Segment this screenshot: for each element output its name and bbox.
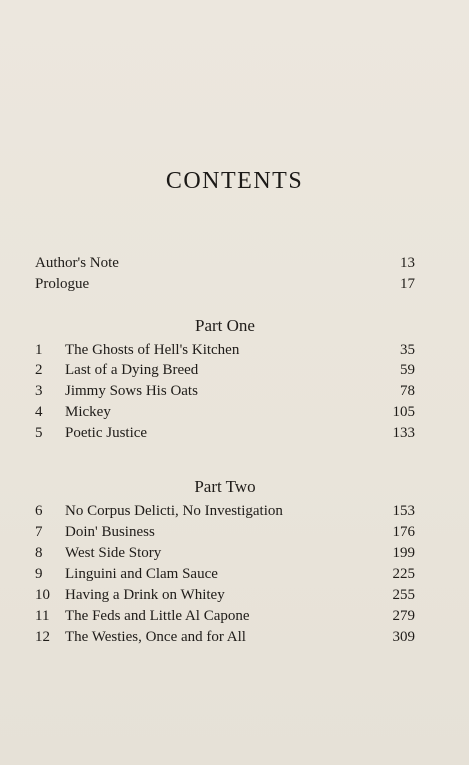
chapter-number: 8 [35, 545, 43, 561]
chapter-number: 9 [35, 566, 43, 582]
chapter-title: No Corpus Delicti, No Investigation [65, 503, 283, 519]
toc-entry [35, 543, 415, 563]
chapter-title: The Westies, Once and for All [65, 629, 246, 645]
chapter-page: 309 [392, 629, 415, 645]
chapter-title: Poetic Justice [65, 425, 148, 441]
part-one-heading: Part One [195, 316, 255, 335]
chapter-page: 133 [392, 425, 415, 441]
chapter-number: 5 [35, 425, 43, 441]
chapter-title: West Side Story [65, 545, 162, 561]
chapter-number: 1 [35, 342, 43, 358]
chapter-title: Having a Drink on Whitey [65, 587, 225, 603]
chapter-number: 4 [35, 404, 43, 420]
chapter-number: 12 [35, 629, 50, 645]
chapter-number: 6 [35, 503, 43, 519]
entry-page: 17 [400, 276, 415, 292]
chapter-page: 35 [400, 342, 415, 358]
chapter-title: Doin' Business [65, 524, 155, 540]
entry-label: Prologue [35, 276, 90, 292]
chapter-page: 176 [392, 524, 415, 540]
toc-entry-authors-note [35, 253, 415, 273]
chapter-page: 279 [392, 608, 415, 624]
chapter-title: The Ghosts of Hell's Kitchen [65, 342, 240, 358]
toc-entry [35, 585, 415, 605]
chapter-page: 225 [392, 566, 415, 582]
toc-entry-prologue [35, 274, 415, 294]
chapter-title: Mickey [65, 404, 111, 420]
toc-entry [35, 606, 415, 626]
toc-entry [35, 423, 415, 443]
chapter-page: 105 [392, 404, 415, 420]
toc-entry [35, 381, 415, 401]
part-two-heading: Part Two [194, 477, 256, 496]
chapter-number: 10 [35, 587, 50, 603]
entry-page: 13 [400, 255, 415, 271]
chapter-title: Jimmy Sows His Oats [65, 383, 198, 399]
chapter-title: Linguini and Clam Sauce [65, 566, 218, 582]
chapter-number: 3 [35, 383, 43, 399]
page-title: CONTENTS [165, 168, 304, 194]
toc-entry [35, 360, 415, 380]
chapter-title: Last of a Dying Breed [65, 362, 199, 378]
chapter-title: The Feds and Little Al Capone [65, 608, 250, 624]
chapter-number: 11 [35, 608, 50, 624]
toc-entry [35, 501, 415, 521]
chapter-page: 153 [392, 503, 415, 519]
chapter-page: 78 [400, 383, 415, 399]
toc-entry [35, 402, 415, 422]
chapter-number: 2 [35, 362, 43, 378]
toc-entry [35, 564, 415, 584]
toc-entry [35, 340, 415, 360]
toc-entry [35, 627, 415, 647]
toc-entry [35, 522, 415, 542]
entry-label: Author's Note [35, 255, 119, 271]
chapter-page: 59 [400, 362, 415, 378]
chapter-page: 199 [392, 545, 415, 561]
chapter-number: 7 [35, 524, 43, 540]
chapter-page: 255 [392, 587, 415, 603]
